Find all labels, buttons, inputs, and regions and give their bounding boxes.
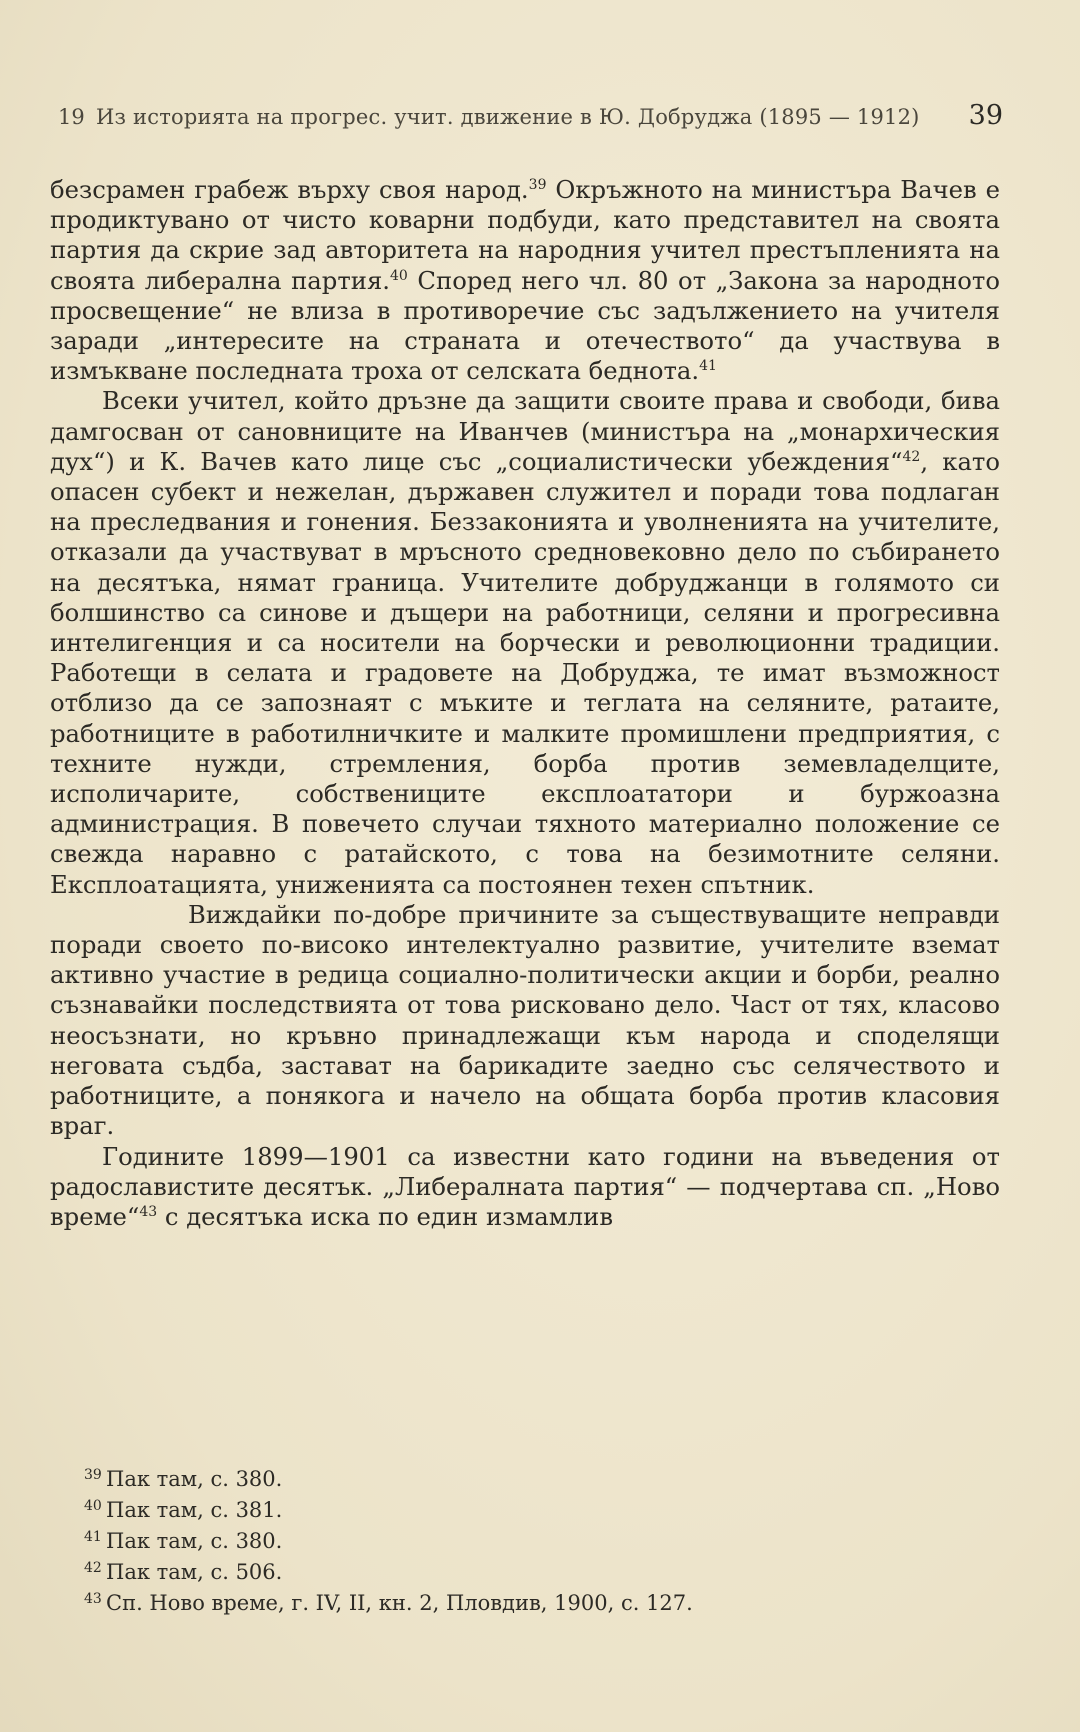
- footnote: [84, 1527, 984, 1558]
- footnote-ref-42[interactable]: 42: [902, 448, 921, 465]
- footnote-ref-39[interactable]: 39: [528, 176, 547, 193]
- page-number: 39: [968, 100, 1003, 131]
- footnote-ref-41[interactable]: 41: [699, 358, 717, 375]
- running-title: Из историята на прогрес. учит. движение в Ю. Добруджа (1895 — 1912): [96, 105, 920, 129]
- paragraph-2: Всеки учител, който дръзне да защити своите права и свободи, бива дамгосван от сановниците на Иванчев (министъра на „монархическия дух“) и К. Вачев като лице със „социалистически убеждения“$^{42}$, като опасен субект и нежелан, държавен служител и поради това подлаган на преследвания и гонения. Беззаконията и уволненията на учителите, отказали да участвуват в мръсното средновековно дело по събирането на десятъка, нямат граница. Учителите добруджанци в голямото си болшинство са синове и дъщери на работници, селяни и прогресивна интелигенция и са носители на борчески и революционни традиции. Работещи в селата и градовете на Добруджа, те имат възможност отблизо да се запознаят с мъките и теглата на селяните, ратаите, работниците в работилничките и малките промишлени предприятия, с техните нужди, стремления, борба против земевладелците, исполичарите, собствениците експлоататори и буржоазна администрация. В повечето случаи тяхното материално положение се свежда наравно с ратайското, с това на безимотните селяни. Експлоатацията, униженията са постоянен техен спътник.: [50, 386, 1001, 899]
- footnote-number: 39: [84, 1467, 102, 1483]
- footnote-text: Пак там, с. 380.: [106, 1467, 283, 1491]
- footnote-text: Пак там, с. 506.: [106, 1560, 283, 1584]
- footnotes: [84, 1465, 984, 1620]
- footnote-ref-40[interactable]: 40: [390, 267, 408, 284]
- running-header: [58, 100, 1003, 131]
- footnote-text: Пак там, с. 381.: [106, 1498, 283, 1522]
- section-number: 19: [58, 105, 85, 129]
- paragraph-4: Годините 1899—1901 са известни като години на въведения от радославистите десятък. „Либералната партия“ — подчертава сп. „Ново време“$^{43}$ с десятъка иска по един измамлив: [50, 1141, 1000, 1231]
- footnote-text: Сп. Ново време, г. IV, II, кн. 2, Пловдив, 1900, с. 127.: [106, 1591, 693, 1615]
- footnote-number: 42: [84, 1560, 102, 1576]
- body-text: [50, 175, 1000, 1232]
- footnote: [84, 1465, 984, 1496]
- footnote-ref-43[interactable]: 43: [139, 1203, 158, 1220]
- footnote-number: 43: [84, 1591, 102, 1607]
- footnote: [84, 1558, 984, 1589]
- footnote: [84, 1496, 984, 1527]
- footnote: [84, 1589, 984, 1620]
- footnote-number: 41: [84, 1529, 102, 1545]
- footnote-text: Пак там, с. 380.: [106, 1529, 283, 1553]
- paragraph-3: Виждайки по-добре причините за съществуващите неправди поради своето по-високо интелектуално развитие, учителите вземат активно участие в редица социално-политически акции и борби, реално съзнавайки последствията от това рисковано дело. Част от тях, класово неосъзнати, но кръвно принадлежащи към народа и споделящи неговата съдба, застават на барикадите заедно със селячеството и работниците, а понякога и начело на общата борба против класовия враг.: [50, 899, 1000, 1141]
- paragraph-1: безсрамен грабеж върху своя народ.$^{39}$ Окръжното на министъра Вачев е продиктувано от чисто коварни подбуди, като представител на своята партия да скрие зад авторитета на народния учител престъпленията на своята либерална партия.$^{40}$ Според него чл. 80 от „Закона за народното просвещение“ не влиза в противоречие със задължението на учителя заради „интересите на страната и отечеството“ да участвува в измъкване последната троха от селската беднота.$^{41}$: [50, 175, 1001, 386]
- footnote-number: 40: [84, 1498, 102, 1514]
